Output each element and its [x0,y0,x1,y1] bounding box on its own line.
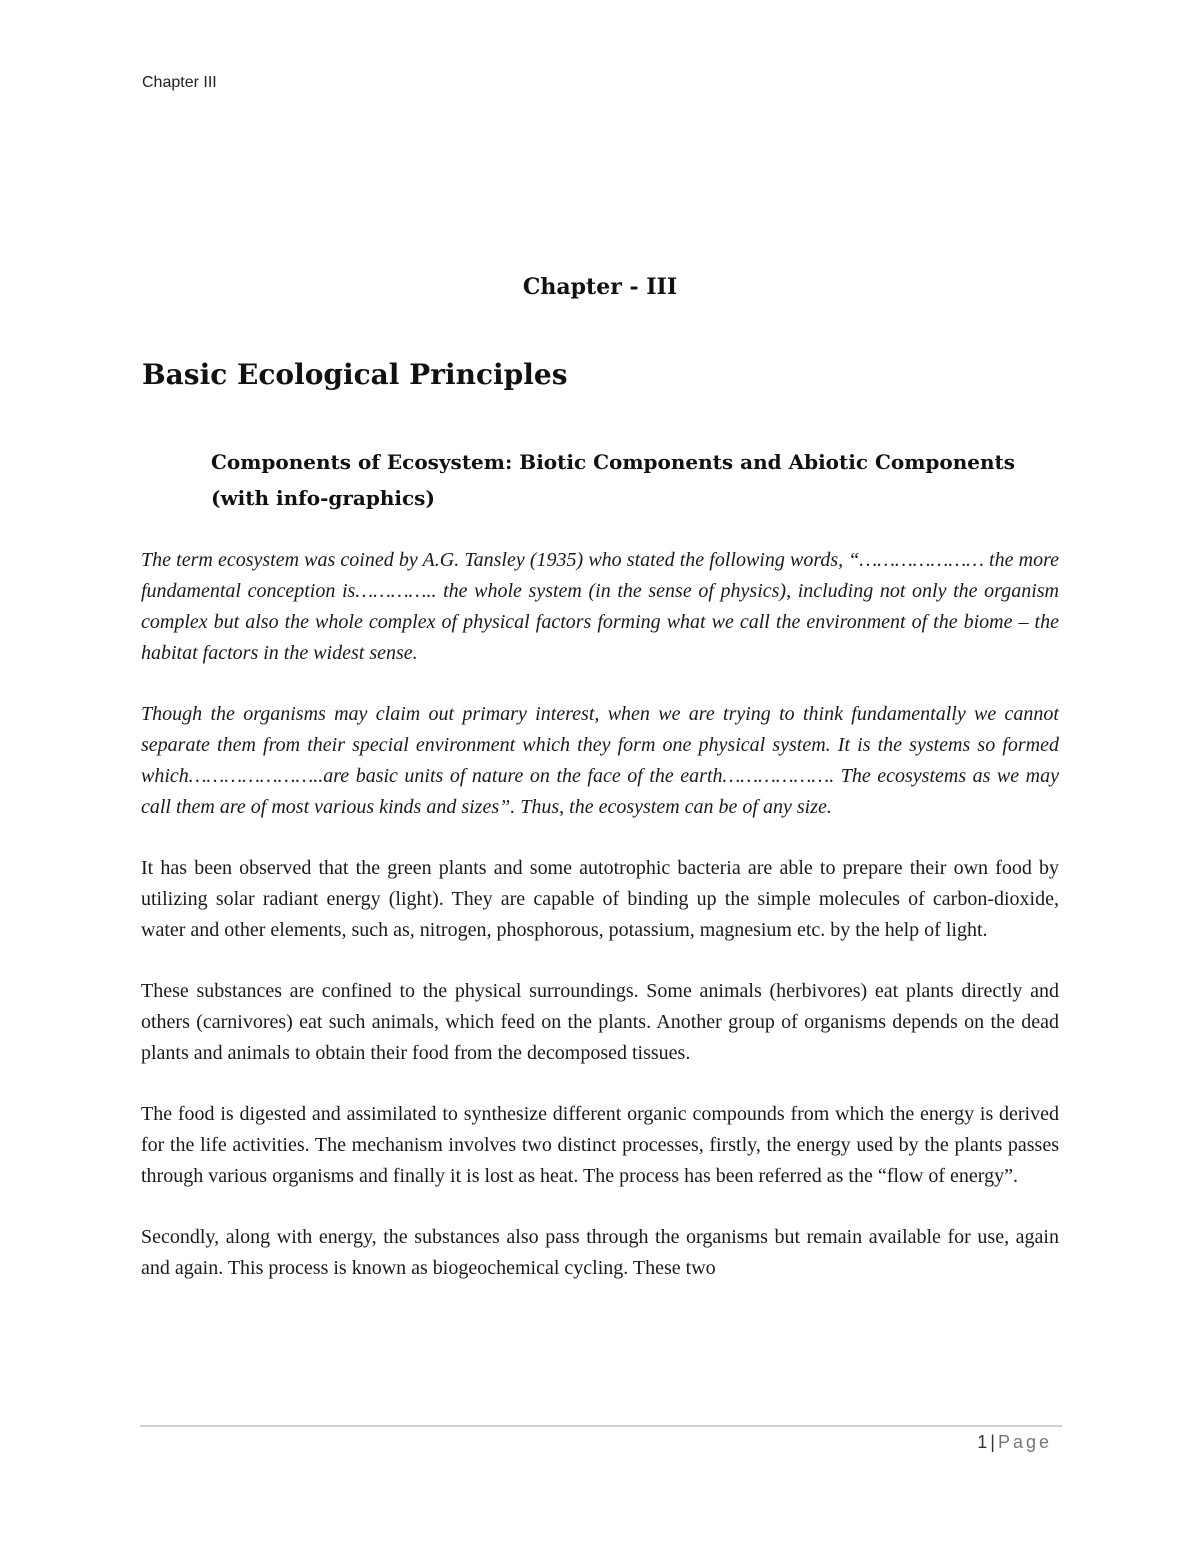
paragraph-autotrophs: It has been observed that the green plants and some autotrophic bacteria are able to prepare their own food by utilizing solar radiant energy (light). They are capable of binding up the simple molecules of carbon-dioxide, water and other elements, such as, nitrogen, phosphorous, potassium, magnesium etc. by the help of light. [141,857,1059,941]
paragraph-tansley-quote: The term ecosystem was coined by A.G. Tansley (1935) who stated the following words, “………………… the more fundamental conception is………….. the whole system (in the sense of physics), including not only the organism complex but also the whole complex of physical factors forming what we call the environment of the biome – the habitat factors in the widest sense. [141,549,1059,664]
page-footer [977,1432,1052,1453]
page-title: Basic Ecological Principles [142,358,568,391]
paragraph-consumers: These substances are confined to the physical surroundings. Some animals (herbivores) eat plants directly and others (carnivores) eat such animals, which feed on the plants. Another group of organisms depends on the dead plants and animals to obtain their food from the decomposed tissues. [141,980,1059,1064]
paragraph-energy-flow: The food is digested and assimilated to synthesize different organic compounds from which the energy is derived for the life activities. The mechanism involves two distinct processes, firstly, the energy used by the plants passes through various organisms and finally it is lost as heat. The process has been referred as the “flow of energy”. [141,1103,1059,1187]
footer-separator: | [990,1432,995,1452]
chapter-heading: Chapter - III [522,274,678,300]
page-number: 1 [977,1432,988,1452]
running-header: Chapter III [142,74,217,91]
footer-divider [140,1425,1062,1427]
page-label: Page [997,1432,1052,1452]
paragraph-tansley-quote-continued: Though the organisms may claim out primary interest, when we are trying to think fundamentally we cannot separate them from their special environment which they form one physical system. It is the systems so formed which…………………..are basic units of nature on the face of the earth………………. The ecosystems as we may call them are of most various kinds and sizes”. Thus, the ecosystem can be of any size. [141,703,1059,818]
body-text [141,545,1059,1314]
section-subheading: Components of Ecosystem: Biotic Components and Abiotic Components (with info-graphics) [211,450,1016,510]
paragraph-biogeochemical-cycling: Secondly, along with energy, the substances also pass through the organisms but remain available for use, again and again. This process is known as biogeochemical cycling. These two [141,1226,1059,1279]
